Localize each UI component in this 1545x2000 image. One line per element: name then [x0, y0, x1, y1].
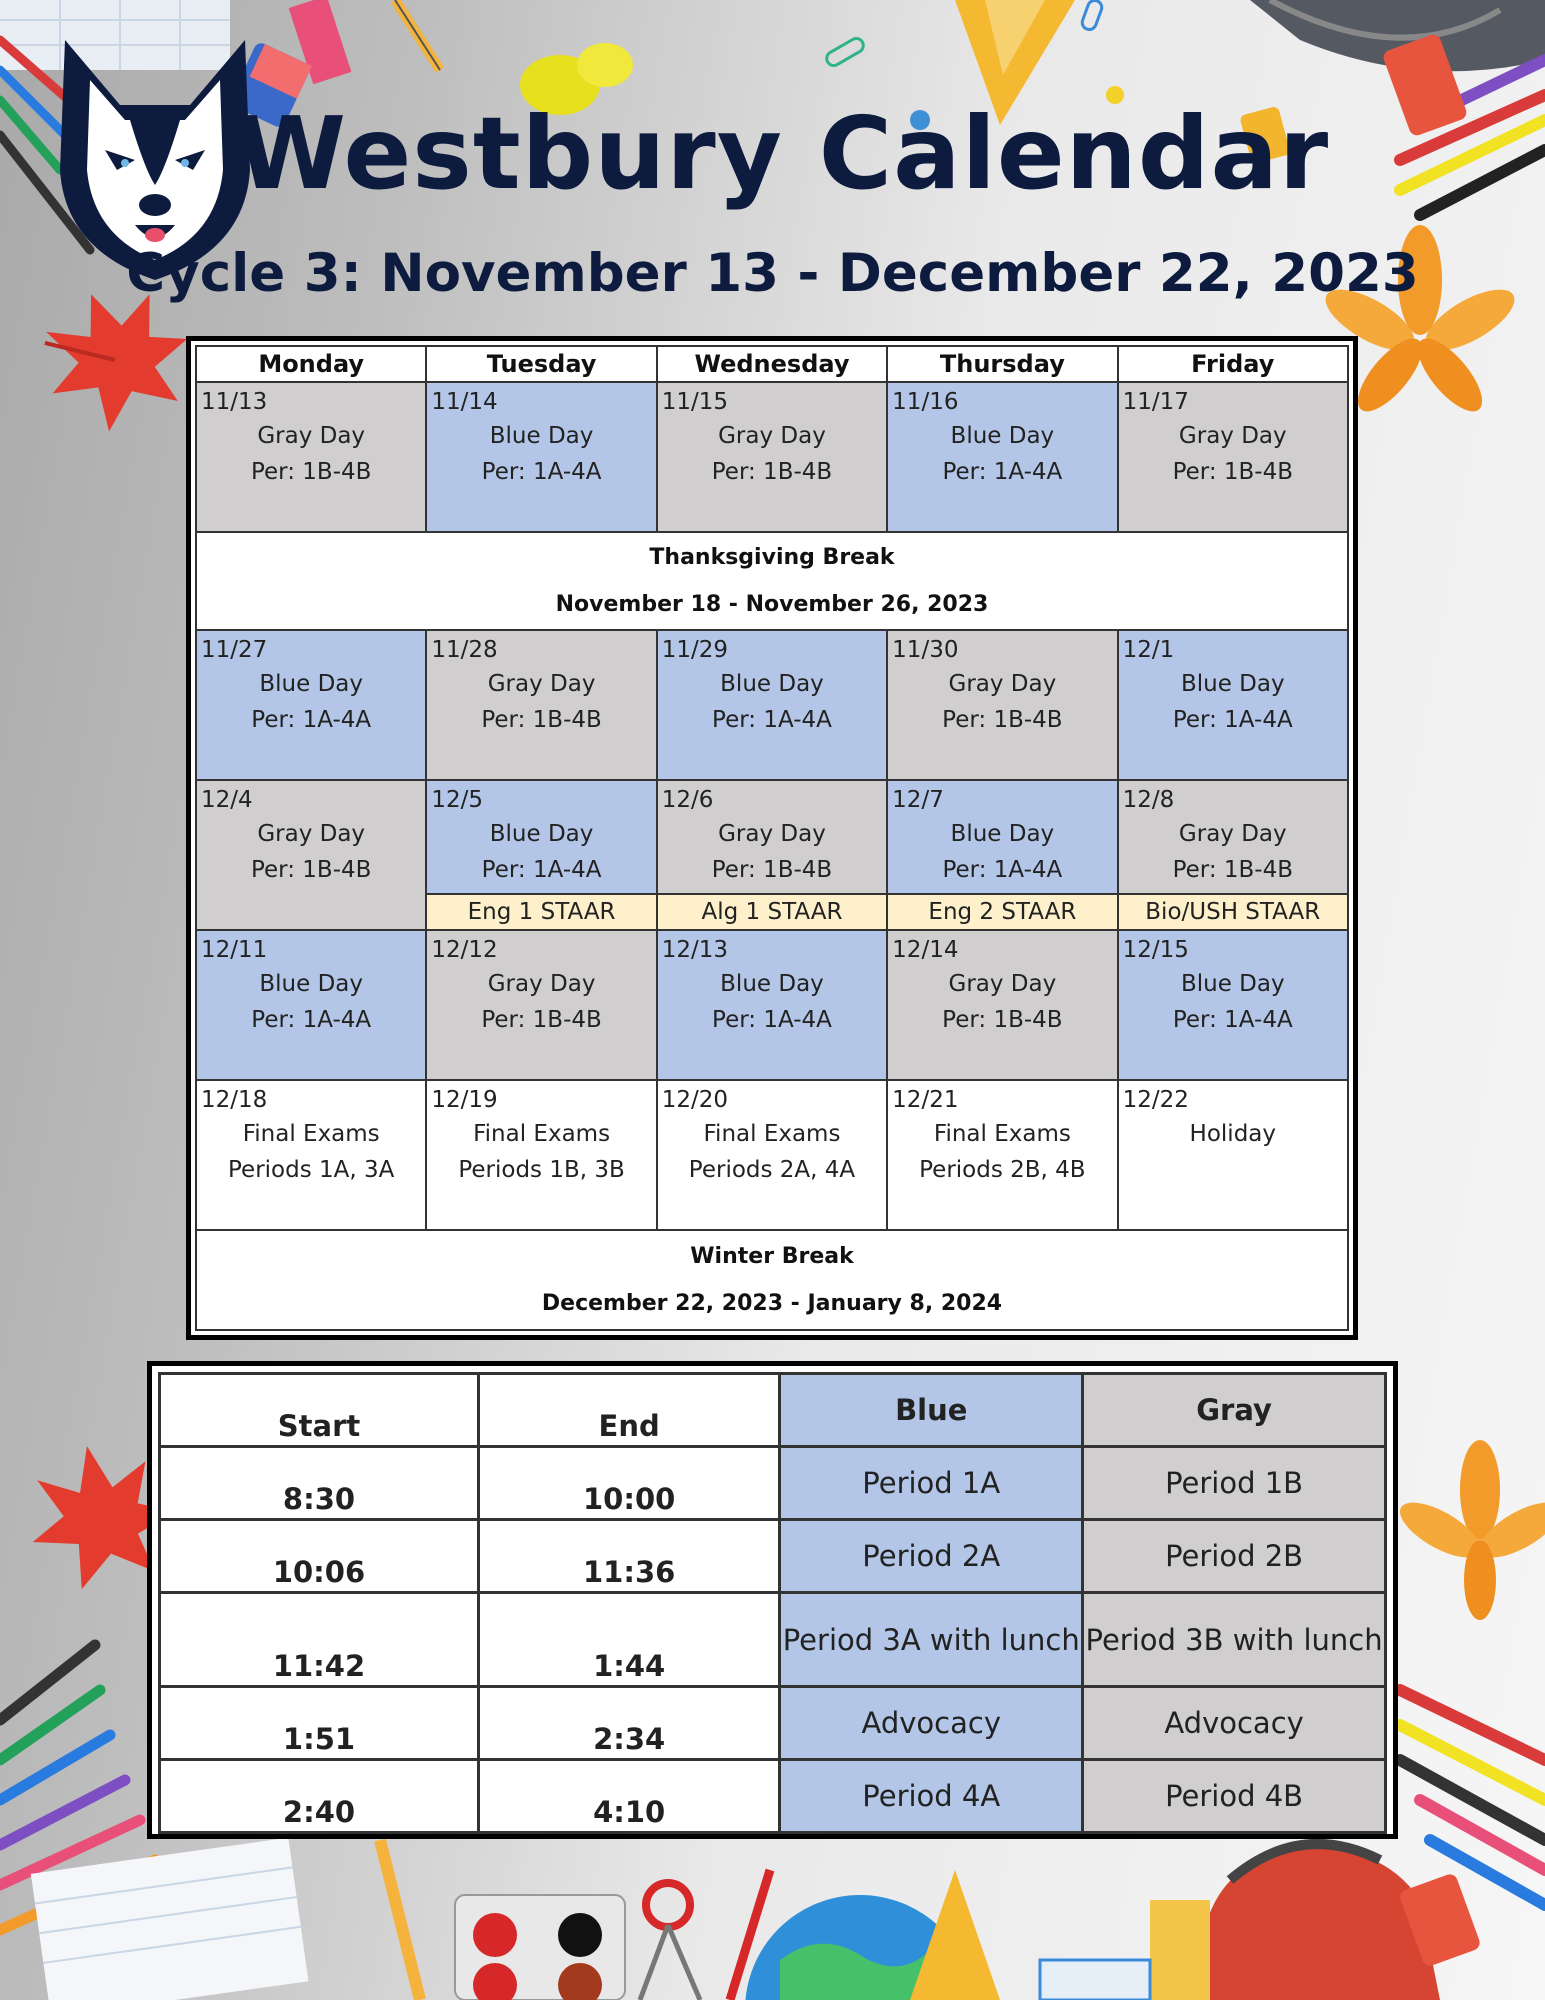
bell-gray-period: Period 4B	[1083, 1760, 1386, 1833]
bell-end-time: 10:00	[478, 1447, 779, 1520]
page-title: Westbury Calendar	[235, 95, 1330, 212]
day-type: Gray Day	[487, 671, 596, 697]
calendar-day-cell	[887, 930, 1117, 1080]
bell-start-time: 10:06	[160, 1520, 479, 1593]
day-periods: Per: 1B-4B	[711, 857, 833, 883]
bell-row	[160, 1760, 1386, 1833]
bell-blue-period: Period 3A with lunch	[780, 1593, 1083, 1687]
day-date: 11/28	[431, 637, 498, 663]
day-date: 11/29	[661, 637, 729, 663]
bell-gray-period: Advocacy	[1083, 1687, 1386, 1760]
day-date: 12/18	[201, 1087, 268, 1113]
winter-break-row	[196, 1230, 1348, 1330]
calendar-day-cell	[1118, 930, 1348, 1080]
day-date: 11/15	[661, 389, 729, 415]
weekday-header: Friday	[1118, 346, 1348, 382]
bell-gray-period: Period 2B	[1083, 1520, 1386, 1593]
day-periods: Per: 1A-4A	[1172, 707, 1293, 733]
calendar-day-cell	[657, 780, 887, 930]
day-date: 11/13	[201, 389, 268, 415]
day-type: Blue Day	[489, 423, 594, 449]
day-periods: Periods 1B, 3B	[458, 1157, 625, 1183]
day-date: 12/19	[431, 1087, 498, 1113]
day-periods: Per: 1A-4A	[481, 857, 602, 883]
calendar-day-cell	[1118, 630, 1348, 780]
weekday-header: Monday	[196, 346, 426, 382]
weekday-header: Wednesday	[657, 346, 887, 382]
staar-test-label: Bio/USH STAAR	[1119, 893, 1347, 929]
day-periods: Per: 1A-4A	[251, 1007, 372, 1033]
day-type: Blue Day	[259, 971, 363, 997]
day-type: Final Exams	[933, 1121, 1071, 1147]
calendar-week-row	[196, 1080, 1348, 1230]
day-periods: Periods 1A, 3A	[228, 1157, 395, 1183]
day-periods: Per: 1A-4A	[712, 1007, 832, 1033]
bell-row	[160, 1447, 1386, 1520]
staar-test-label: Eng 1 STAAR	[427, 893, 655, 929]
day-periods: Per: 1A-4A	[942, 857, 1063, 883]
calendar-day-cell	[887, 630, 1117, 780]
calendar-day-cell	[1118, 780, 1348, 930]
day-type: Blue Day	[1180, 671, 1285, 697]
break-banner	[196, 1230, 1348, 1330]
staar-test-label: Alg 1 STAAR	[658, 893, 886, 929]
calendar-day-cell	[887, 1080, 1117, 1230]
day-type: Gray Day	[948, 671, 1057, 697]
calendar-day-cell	[426, 1080, 656, 1230]
break-title: Thanksgiving Break	[649, 545, 895, 570]
day-date: 12/7	[892, 787, 944, 813]
day-type: Blue Day	[950, 821, 1055, 847]
day-periods: Per: 1B-4B	[250, 459, 372, 485]
day-periods: Per: 1B-4B	[1172, 459, 1293, 485]
calendar-day-cell	[657, 630, 887, 780]
bell-row	[160, 1520, 1386, 1593]
day-type: Final Exams	[703, 1121, 841, 1147]
bell-end-time: 2:34	[478, 1687, 779, 1760]
bell-blue-period: Period 2A	[780, 1520, 1083, 1593]
day-type: Blue Day	[1180, 971, 1285, 997]
calendar-day-cell	[196, 1080, 426, 1230]
bell-row	[160, 1687, 1386, 1760]
day-type: Gray Day	[257, 423, 366, 449]
calendar-day-cell	[426, 930, 656, 1080]
bell-gray-period: Period 1B	[1083, 1447, 1386, 1520]
day-date: 12/1	[1122, 637, 1175, 663]
calendar-day-cell	[1118, 1080, 1348, 1230]
day-date: 12/8	[1122, 787, 1175, 813]
bell-start-time: 2:40	[160, 1760, 479, 1833]
bell-blue-period: Advocacy	[780, 1687, 1083, 1760]
bell-start-time: 1:51	[160, 1687, 479, 1760]
bell-header-blue: Blue	[780, 1374, 1083, 1447]
calendar-day-cell	[657, 1080, 887, 1230]
day-type: Final Exams	[242, 1121, 380, 1147]
calendar-day-cell	[887, 780, 1117, 930]
calendar-table	[186, 336, 1358, 1340]
bell-start-time: 8:30	[160, 1447, 479, 1520]
day-type: Holiday	[1189, 1121, 1276, 1147]
bell-row	[160, 1593, 1386, 1687]
day-periods: Per: 1B-4B	[942, 707, 1063, 733]
calendar-day-cell	[196, 780, 426, 930]
day-date: 12/15	[1122, 937, 1189, 963]
day-date: 12/4	[201, 787, 253, 813]
calendar-day-cell	[196, 382, 426, 532]
bell-header-row	[160, 1374, 1386, 1447]
bell-header-gray: Gray	[1083, 1374, 1386, 1447]
calendar-week-row	[196, 930, 1348, 1080]
day-date: 12/11	[201, 937, 268, 963]
day-periods: Per: 1A-4A	[712, 707, 832, 733]
day-date: 11/30	[892, 637, 959, 663]
day-periods: Periods 2B, 4B	[919, 1157, 1086, 1183]
break-dates: December 22, 2023 - January 8, 2024	[541, 1291, 1003, 1316]
day-type: Gray Day	[1178, 821, 1287, 847]
day-periods: Per: 1B-4B	[711, 459, 833, 485]
day-periods: Per: 1A-4A	[481, 459, 602, 485]
bell-end-time: 4:10	[478, 1760, 779, 1833]
bell-schedule-table	[147, 1361, 1398, 1839]
bell-end-time: 11:36	[478, 1520, 779, 1593]
day-date: 12/21	[892, 1087, 959, 1113]
calendar-day-cell	[426, 630, 656, 780]
day-periods: Per: 1A-4A	[251, 707, 372, 733]
day-type: Gray Day	[718, 821, 826, 847]
day-type: Final Exams	[473, 1121, 611, 1147]
bell-header-start: Start	[160, 1374, 479, 1447]
calendar-week-row	[196, 382, 1348, 532]
calendar-day-cell	[1118, 382, 1348, 532]
day-date: 12/12	[431, 937, 498, 963]
day-type: Blue Day	[950, 423, 1055, 449]
day-type: Gray Day	[948, 971, 1057, 997]
day-date: 12/14	[892, 937, 959, 963]
day-type: Gray Day	[487, 971, 596, 997]
bell-end-time: 1:44	[478, 1593, 779, 1687]
calendar-week-row	[196, 630, 1348, 780]
day-periods: Per: 1A-4A	[942, 459, 1063, 485]
day-date: 11/14	[431, 389, 498, 415]
calendar-day-cell	[196, 630, 426, 780]
day-date: 12/6	[661, 787, 714, 813]
day-date: 11/16	[892, 389, 959, 415]
day-date: 12/20	[661, 1087, 729, 1113]
day-type: Gray Day	[718, 423, 826, 449]
day-periods: Per: 1B-4B	[250, 857, 372, 883]
weekday-header: Thursday	[887, 346, 1117, 382]
day-type: Gray Day	[257, 821, 366, 847]
day-periods: Per: 1B-4B	[942, 1007, 1063, 1033]
bell-header-end: End	[478, 1374, 779, 1447]
calendar-day-cell	[196, 930, 426, 1080]
bell-blue-period: Period 4A	[780, 1760, 1083, 1833]
day-type: Blue Day	[720, 971, 824, 997]
bell-blue-period: Period 1A	[780, 1447, 1083, 1520]
day-date: 11/27	[201, 637, 268, 663]
calendar-day-cell	[426, 780, 656, 930]
cycle-subtitle: Cycle 3: November 13 - December 22, 2023	[126, 243, 1419, 304]
day-type: Blue Day	[259, 671, 363, 697]
staar-test-label: Eng 2 STAAR	[888, 893, 1116, 929]
day-type: Gray Day	[1178, 423, 1287, 449]
day-type: Blue Day	[489, 821, 594, 847]
day-periods: Per: 1B-4B	[481, 707, 602, 733]
weekday-header: Tuesday	[426, 346, 656, 382]
day-periods: Periods 2A, 4A	[688, 1157, 856, 1183]
bell-start-time: 11:42	[160, 1593, 479, 1687]
calendar-day-cell	[657, 382, 887, 532]
weekday-header-row	[196, 346, 1348, 382]
thanksgiving-break-row	[196, 532, 1348, 630]
calendar-day-cell	[657, 930, 887, 1080]
break-banner	[196, 532, 1348, 630]
day-date: 12/13	[661, 937, 729, 963]
day-periods: Per: 1A-4A	[1172, 1007, 1293, 1033]
day-periods: Per: 1B-4B	[1172, 857, 1293, 883]
calendar-day-cell	[426, 382, 656, 532]
break-title: Winter Break	[690, 1244, 854, 1269]
bell-gray-period: Period 3B with lunch	[1083, 1593, 1386, 1687]
day-date: 12/5	[431, 787, 484, 813]
day-date: 11/17	[1122, 389, 1189, 415]
day-type: Blue Day	[720, 671, 824, 697]
day-periods: Per: 1B-4B	[481, 1007, 602, 1033]
calendar-week-row	[196, 780, 1348, 930]
calendar-day-cell	[887, 382, 1117, 532]
break-dates: November 18 - November 26, 2023	[555, 592, 989, 617]
day-date: 12/22	[1122, 1087, 1189, 1113]
